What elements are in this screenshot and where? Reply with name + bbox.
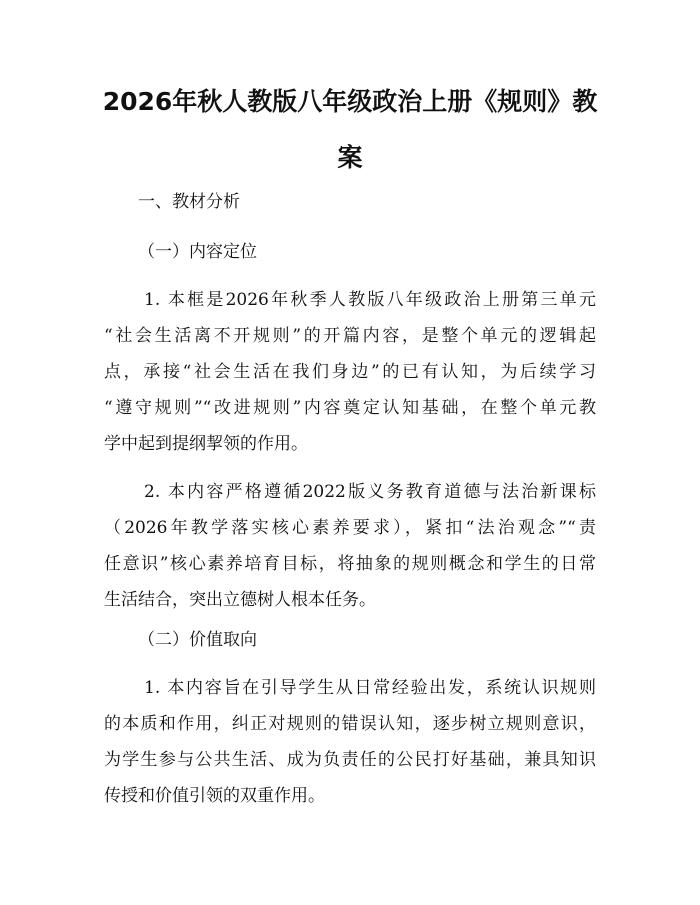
subsection-heading-content-positioning: （一）内容定位 bbox=[138, 242, 257, 262]
paragraph-value-orientation-1 bbox=[104, 670, 596, 814]
paragraph-line: 传授和价值引领的双重作用。 bbox=[104, 786, 325, 806]
paragraph-content-positioning-1 bbox=[104, 282, 596, 462]
paragraph-line: “遵守规则”“改进规则”内容奠定认知基础，在整个单元教 bbox=[104, 398, 596, 418]
paragraph-line: 的本质和作用，纠正对规则的错误认知，逐步树立规则意识， bbox=[104, 714, 596, 734]
paragraph-content-positioning-2 bbox=[104, 474, 596, 618]
paragraph-line: 1. 本框是2026年秋季人教版八年级政治上册第三单元 bbox=[144, 290, 596, 310]
paragraph-line: “社会生活离不开规则”的开篇内容，是整个单元的逻辑起 bbox=[104, 326, 596, 346]
subsection-heading-value-orientation: （二）价值取向 bbox=[138, 630, 257, 650]
paragraph-line: （2026年教学落实核心素养要求），紧扣“法治观念”“责 bbox=[104, 518, 596, 538]
section-heading-teaching-material-analysis: 一、教材分析 bbox=[138, 192, 240, 212]
paragraph-line: 为学生参与公共生活、成为负责任的公民打好基础，兼具知识 bbox=[104, 750, 596, 770]
paragraph-line: 点，承接“社会生活在我们身边”的已有认知，为后续学习 bbox=[104, 362, 596, 382]
title-line-1: 2026年秋人教版八年级政治上册《规则》教 bbox=[102, 87, 598, 116]
paragraph-line: 2. 本内容严格遵循2022版义务教育道德与法治新课标 bbox=[144, 482, 596, 502]
paragraph-line: 学中起到提纲挈领的作用。 bbox=[104, 434, 308, 454]
paragraph-line: 生活结合，突出立德树人根本任务。 bbox=[104, 590, 376, 610]
paragraph-line: 任意识”核心素养培育目标，将抽象的规则概念和学生的日常 bbox=[104, 554, 596, 574]
title-line-2: 案 bbox=[337, 143, 363, 172]
document-title bbox=[92, 74, 608, 186]
paragraph-line: 1. 本内容旨在引导学生从日常经验出发，系统认识规则 bbox=[144, 678, 596, 698]
